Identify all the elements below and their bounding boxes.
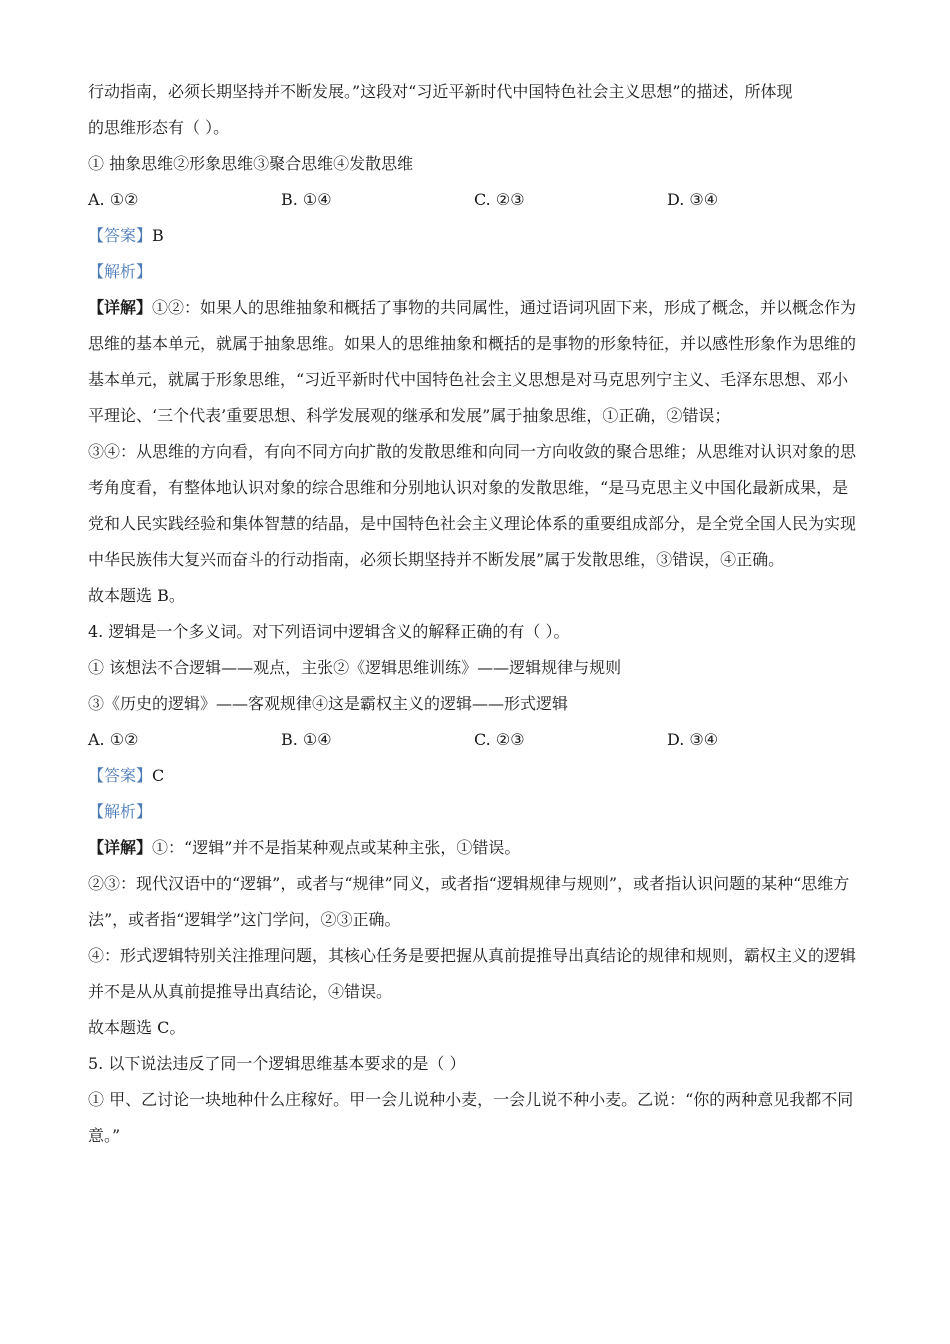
answer-value: C [152, 766, 165, 785]
answer-tag: 【答案】 [88, 766, 153, 785]
q4-choices-line1: ① 该想法不合逻辑——观点，主张②《逻辑思维训练》——逻辑规律与规则 [88, 658, 622, 677]
q4-choices-line2: ③《历史的逻辑》——客观规律④这是霸权主义的逻辑——形式逻辑 [88, 694, 569, 713]
q3-choices: ① 抽象思维②形象思维③聚合思维④发散思维 [88, 154, 414, 173]
detail-tag: 【详解】 [88, 838, 153, 857]
q3-detail-p1 [88, 290, 860, 434]
q3-answer [88, 218, 860, 254]
q3-conclusion: 故本题选 B。 [88, 586, 185, 605]
q5-stem: 5. 以下说法违反了同一个逻辑思维基本要求的是（ ） [88, 1054, 466, 1073]
answer-value: B [152, 226, 164, 245]
detail-text: ①②：如果人的思维抽象和概括了事物的共同属性，通过语词巩固下来，形成了概念，并以概念作为思维的基本单元，就属于抽象思维。如果人的思维抽象和概括的是事物的形象特征，并以感性形象作为思维的基本单元，就属于形象思维，“习近平新时代中国特色社会主义思想是对马克思列宁主义、毛泽东思想、邓小平理论、‘三个代表’重要思想、科学发展观的继承和发展”属于抽象思维，①正确，②错误； [88, 298, 857, 425]
q4-option-b: B. ①④ [281, 730, 332, 749]
answer-tag: 【答案】 [88, 226, 153, 245]
q4-detail-p2: ②③：现代汉语中的“逻辑”，或者与“规律”同义，或者指“逻辑规律与规则”，或者指认识问题的某种“思维方法”，或者指“逻辑学”这门学问，②③正确。 [88, 874, 850, 929]
q4-option-a: A. ①② [88, 730, 139, 749]
q4-option-c: C. ②③ [474, 730, 525, 749]
analysis-tag: 【解析】 [88, 802, 153, 821]
document-page [88, 74, 860, 1154]
q4-options [88, 722, 860, 758]
q4-answer [88, 758, 860, 794]
q3-option-b: B. ①④ [281, 190, 332, 209]
q3-options [88, 182, 860, 218]
q3-option-d: D. ③④ [667, 190, 719, 209]
detail-tag: 【详解】 [88, 298, 153, 317]
q5-choice1: ① 甲、乙讨论一块地种什么庄稼好。甲一会儿说种小麦，一会儿说不种小麦。乙说：“你的两种意见我都不同意。” [88, 1090, 854, 1145]
q4-detail-p3: ④：形式逻辑特别关注推理问题，其核心任务是要把握从真前提推导出真结论的规律和规则，霸权主义的逻辑并不是从从真前提推导出真结论，④错误。 [88, 946, 857, 1001]
q4-stem: 4. 逻辑是一个多义词。对下列语词中逻辑含义的解释正确的有（ ）。 [88, 622, 570, 641]
q3-option-a: A. ①② [88, 190, 139, 209]
q3-option-c: C. ②③ [474, 190, 525, 209]
q3-stem-line2: 的思维形态有（ ）。 [88, 118, 230, 137]
q3-detail-p2: ③④：从思维的方向看，有向不同方向扩散的发散思维和向同一方向收敛的聚合思维；从思维对认识对象的思考角度看，有整体地认识对象的综合思维和分别地认识对象的发散思维，“是马克思主义中国化最新成果，是党和人民实践经验和集体智慧的结晶，是中国特色社会主义理论体系的重要组成部分，是全党全国人民为实现中华民族伟大复兴而奋斗的行动指南，必须长期坚持并不断发展”属于发散思维，③错误，④正确。 [88, 442, 857, 569]
analysis-tag: 【解析】 [88, 262, 153, 281]
q4-option-d: D. ③④ [667, 730, 719, 749]
detail-text: ①：“逻辑”并不是指某种观点或某种主张，①错误。 [152, 838, 521, 857]
q4-detail-p1 [88, 830, 860, 866]
q4-conclusion: 故本题选 C。 [88, 1018, 186, 1037]
q4-analysis [88, 794, 860, 830]
q3-analysis [88, 254, 860, 290]
q3-stem-line1: 行动指南，必须长期坚持并不断发展。”这段对“习近平新时代中国特色社会主义思想”的描述，所体现 [88, 82, 793, 101]
